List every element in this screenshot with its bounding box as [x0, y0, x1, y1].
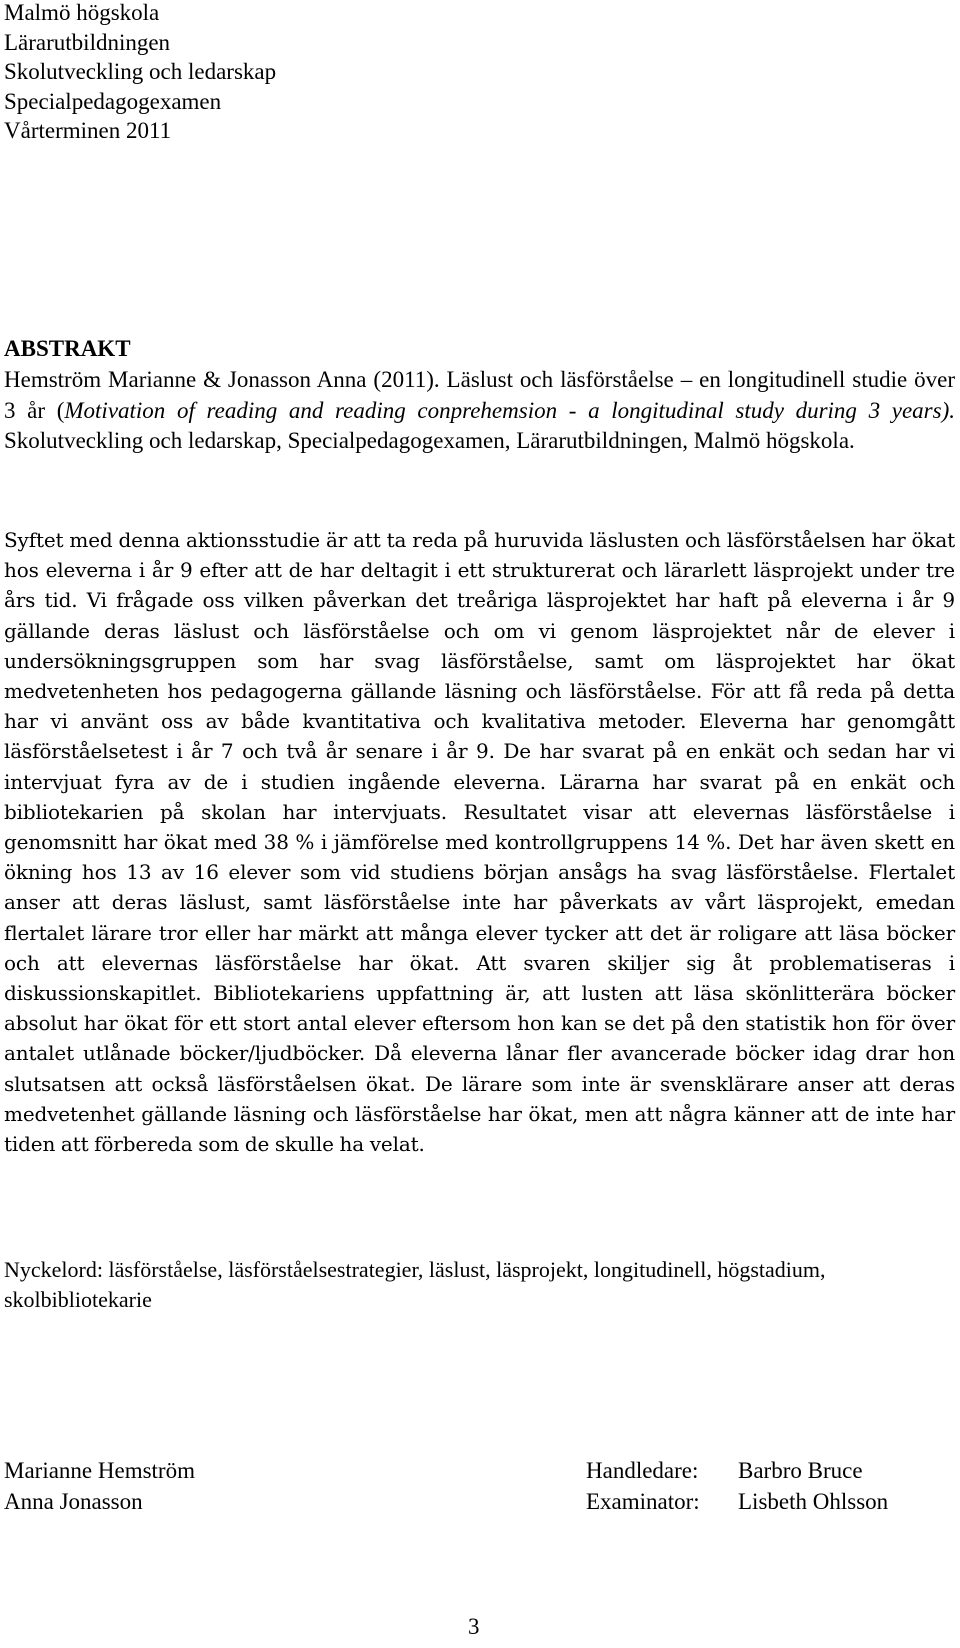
supervisor-row	[586, 1455, 888, 1486]
document-header	[4, 0, 276, 146]
citation-english-title: Motivation of reading and reading conprehemsion - a longitudinal study during 3 years).	[64, 397, 955, 423]
header-faculty: Lärarutbildningen	[4, 29, 171, 55]
abstract-heading: ABSTRAKT	[4, 336, 131, 361]
keywords: Nyckelord: läsförståelse, läsförståelsestrategier, läslust, läsprojekt, longitudinell, högstadium, skolbibliotekarie	[4, 1257, 826, 1312]
examiner-row	[586, 1486, 888, 1517]
author-name: Anna Jonasson	[4, 1489, 143, 1514]
citation-authors-title: Hemström Marianne & Jonasson Anna (2011). Läslust och läsförståelse – en longitudinell studie över 3 år (	[4, 367, 955, 423]
citation-institution: Skolutveckling och ledarskap, Specialpedagogexamen, Lärarutbildningen, Malmö högskola.	[4, 428, 855, 453]
header-term: Vårterminen 2011	[4, 118, 172, 143]
supervisor-role: Handledare:	[586, 1458, 699, 1483]
author-names	[4, 1455, 195, 1517]
examiner-name: Lisbeth Ohlsson	[738, 1489, 889, 1514]
supervisors	[586, 1455, 888, 1517]
author-name: Marianne Hemström	[4, 1458, 195, 1483]
header-degree: Specialpedagogexamen	[4, 88, 222, 114]
header-program: Skolutveckling och ledarskap	[4, 59, 277, 84]
header-university: Malmö högskola	[4, 0, 160, 25]
abstract-body: Syftet med denna aktionsstudie är att ta reda på huruvida läslusten och läsförståelsen har ökat hos eleverna i år 9 efter att de har deltagit i ett strukturerat och lärarlett läsprojekt under tre års tid. Vi frågade oss vilken påverkan det treåriga läsprojektet har haft på eleverna i år 9 gällande deras läslust och läsförståelse och om vi genom läsprojektet når de elever i undersökningsgruppen som har svag läsförståelse, samt om läsprojektet har ökat medvetenheten hos pedagogerna gällande läsning och läsförståelse. För att få reda på detta har vi använt oss av både kvantitativa och kvalitativa metoder. Eleverna har genomgått läsförståelsetest i år 7 och två år senare i år 9. De har svarat på en enkät och sedan har vi intervjuat fyra av de i studien ingående eleverna. Lärarna har svarat på en enkät och bibliotekarien på skolan har intervjuats. Resultatet visar att elevernas läsförståelse i genomsnitt har ökat med 38 % i jämförelse med kontrollgruppens 14 %. Det har även skett en ökning hos 13 av 16 elever som vid studiens början ansågs ha svag läsförståelse. Flertalet anser att deras läslust, samt läsförståelse inte har påverkats av vårt läsprojekt, emedan flertalet lärare tror eller har märkt att många elever tycker att det är roligare att läsa böcker och att elevernas läsförståelse har ökat. Att svaren skiljer sig åt problematiseras i diskussionskapitlet. Bibliotekariens uppfattning är, att lusten att läsa skönlitterära böcker absolut har ökat för ett stort antal elever eftersom hon kan se det på den statistik hon för över antalet utlånade böcker/ljudböcker. Då eleverna lånar fler avancerade böcker idag drar hon slutsatsen att också läsförståelsen ökat. De lärare som inte är svensklärare anser att deras medvetenhet gällande läsning och läsförståelse har ökat, men att några känner att de inte har tiden att förbereda som de skulle ha velat.	[4, 528, 955, 1157]
page-number: 3	[468, 1614, 480, 1639]
abstract-citation	[4, 365, 955, 457]
examiner-role: Examinator:	[586, 1489, 700, 1514]
supervisor-name: Barbro Bruce	[738, 1458, 863, 1483]
